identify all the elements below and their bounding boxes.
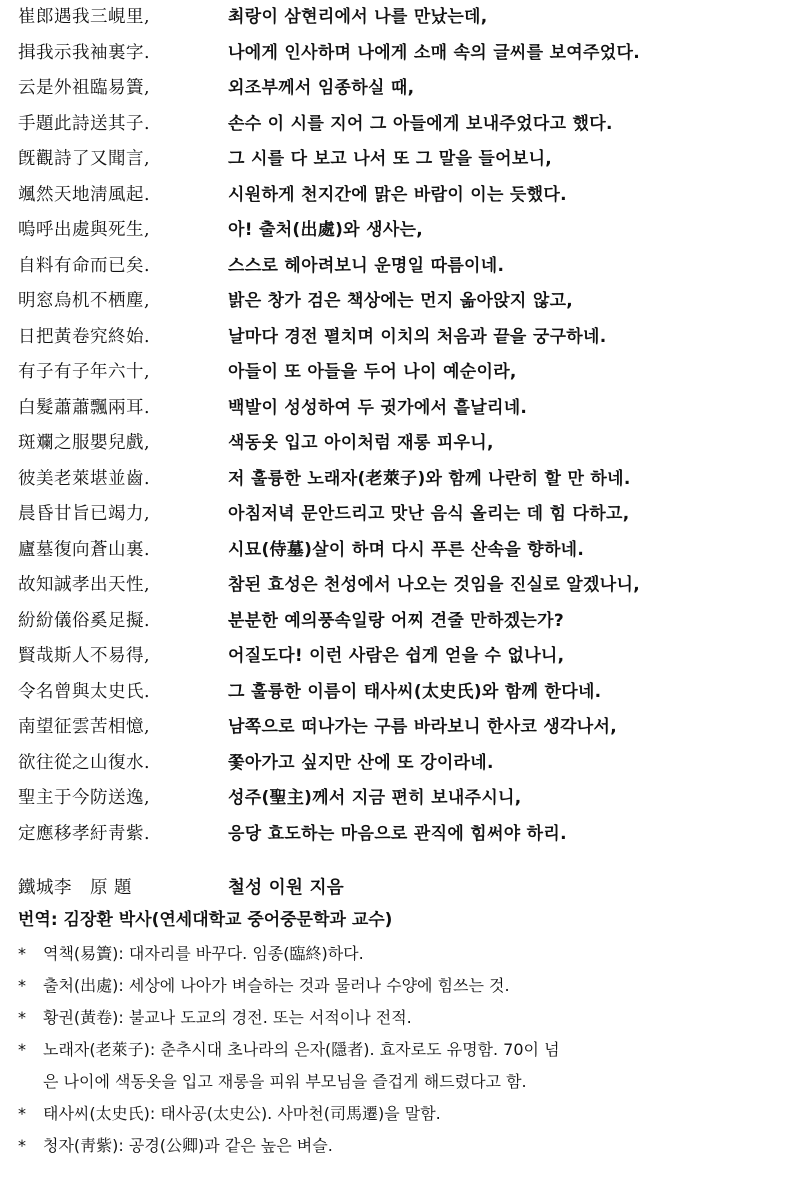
poem-line-hanja: 廬墓復向蒼山裏. [18, 539, 151, 560]
footnote-marker: * [18, 976, 26, 995]
footnote-marker: * [18, 944, 26, 963]
poem-line-hanja: 定應移孝紆靑紫. [18, 823, 151, 844]
poem-line-korean: 쫓아가고 싶지만 산에 또 강이라네. [228, 752, 494, 773]
poem-line [0, 322, 800, 353]
poem-line-korean: 스스로 헤아려보니 운명일 따름이네. [228, 255, 505, 276]
poem-line-korean: 아! 출처(出處)와 생사는, [228, 220, 424, 240]
poem-line [0, 606, 800, 637]
poem-line [0, 38, 800, 69]
poem-line-korean: 분분한 예의풍속일랑 어찌 견줄 만하겠는가? [228, 610, 565, 631]
poem-line-korean: 나에게 인사하며 나에게 소매 속의 글씨를 보여주었다. [228, 42, 640, 63]
footnote-text: 청자(靑紫): 공경(公卿)과 같은 높은 벼슬. [43, 1136, 333, 1155]
poem-line-korean: 백발이 성성하여 두 귓가에서 흩날리네. [228, 397, 528, 418]
poem-line-hanja: 欲往從之山復水. [18, 752, 151, 773]
poem-line [0, 499, 800, 530]
signature-korean: 철성 이원 지음 [228, 878, 345, 898]
footnote-item [0, 938, 757, 970]
poem-line [0, 641, 800, 672]
poem-line [0, 748, 800, 779]
poem-line-korean: 남쪽으로 떠나가는 구름 바라보니 한사코 생각나서, [228, 717, 618, 737]
footnote-item [0, 1130, 757, 1162]
translator-credit: 번역: 김장환 박사(연세대학교 중어중문학과 교수) [18, 910, 393, 930]
footnote-item [0, 1098, 757, 1130]
poem-line-hanja: 晨昏甘旨已竭力, [18, 504, 151, 524]
poem-line [0, 783, 800, 814]
poem-line-korean: 응당 효도하는 마음으로 관직에 힘써야 하리. [228, 823, 567, 844]
poem-line-korean: 날마다 경전 펼치며 이치의 처음과 끝을 궁구하네. [228, 326, 607, 347]
poem-line-korean: 시원하게 천지간에 맑은 바람이 이는 듯했다. [228, 184, 567, 205]
poem-line [0, 570, 800, 601]
poem-line [0, 677, 800, 708]
poem-line-hanja: 故知誠孝出天性, [18, 575, 151, 595]
poem-line-hanja: 手題此詩送其子. [18, 113, 151, 134]
poem-line-hanja: 揖我示我袖裏字. [18, 42, 151, 63]
poem-line-korean: 참된 효성은 천성에서 나오는 것임을 진실로 알겠나니, [228, 575, 640, 595]
poem-line-korean: 저 훌륭한 노래자(老萊子)와 함께 나란히 할 만 하네. [228, 468, 631, 489]
poem-line [0, 819, 800, 850]
poem-line-korean: 어질도다! 이런 사람은 쉽게 얻을 수 없나니, [228, 646, 565, 666]
footnote-text: 노래자(老萊子): 춘추시대 초나라의 은자(隱者). 효자로도 유명함. 70이 넘 [43, 1040, 560, 1059]
poem-line-korean: 아들이 또 아들을 두어 나이 예순이라, [228, 362, 517, 382]
footnote-marker: * [18, 1040, 26, 1059]
poem-line-korean: 그 훌륭한 이름이 태사씨(太史氏)와 함께 한다네. [228, 681, 602, 702]
poem-line-hanja: 有子有子年六十, [18, 362, 151, 382]
poem-line-hanja: 明窓烏机不栖塵, [18, 291, 151, 311]
poem-line-hanja: 旣觀詩了又聞言, [18, 149, 151, 169]
poem-line-hanja: 日把黃卷究終始. [18, 326, 151, 347]
poem-line [0, 144, 800, 175]
poem-line-korean: 시묘(侍墓)살이 하며 다시 푸른 산속을 향하네. [228, 539, 585, 560]
poem-line [0, 286, 800, 317]
poem-line [0, 712, 800, 743]
poem-line [0, 215, 800, 246]
poem-line-hanja: 聖主于今防送逸, [18, 788, 151, 808]
poem-line-korean: 아침저녁 문안드리고 맛난 음식 올리는 데 힘 다하고, [228, 504, 630, 524]
poem-line-hanja: 自料有命而已矣. [18, 255, 151, 276]
poem-line-hanja: 嗚呼出處與死生, [18, 220, 151, 240]
poem-line-hanja: 斑斕之服嬰兒戲, [18, 433, 151, 453]
poem-line [0, 428, 800, 459]
poem-line-korean: 그 시를 다 보고 나서 또 그 말을 들어보니, [228, 149, 553, 169]
poem-line-korean: 성주(聖主)께서 지금 편히 보내주시니, [228, 788, 522, 808]
signature-hanja: 鐵城李 原 題 [18, 878, 133, 898]
poem-line [0, 73, 800, 104]
poem-line-hanja: 白髮蕭蕭飄兩耳. [18, 397, 151, 418]
poem-line-korean: 외조부께서 임종하실 때, [228, 78, 415, 98]
poem-line-hanja: 紛紛儀俗奚足擬. [18, 610, 151, 631]
poem-line [0, 464, 800, 495]
poem-line-korean: 색동옷 입고 아이처럼 재롱 피우니, [228, 433, 494, 453]
footnote-item [0, 970, 757, 1002]
poem-line-korean: 최랑이 삼현리에서 나를 만났는데, [228, 7, 488, 27]
poem-line [0, 180, 800, 211]
poem-line [0, 357, 800, 388]
poem-line-hanja: 南望征雲苦相憶, [18, 717, 151, 737]
footnote-marker: * [18, 1008, 26, 1027]
footnote-text: 황권(黃卷): 불교나 도교의 경전. 또는 서적이나 전적. [43, 1008, 412, 1027]
footnote-marker: * [18, 1136, 26, 1155]
poem-line-korean: 손수 이 시를 지어 그 아들에게 보내주었다고 했다. [228, 113, 613, 134]
footnote-marker: * [18, 1104, 26, 1123]
poem-line-hanja: 云是外祖臨易簀, [18, 78, 151, 98]
footnote-item [0, 1034, 757, 1098]
poem-line [0, 393, 800, 424]
poem-line [0, 251, 800, 282]
poem-line [0, 535, 800, 566]
poem-line [0, 2, 800, 33]
signature-row [0, 872, 800, 904]
footnote-text: 태사씨(太史氏): 태사공(太史公). 사마천(司馬遷)을 말함. [43, 1104, 441, 1123]
footnote-text: 출처(出處): 세상에 나아가 벼슬하는 것과 물러나 수양에 힘쓰는 것. [43, 976, 510, 995]
poem-line-hanja: 崔郎遇我三峴里, [18, 7, 151, 27]
poem-line-hanja: 彼美老萊堪並齒. [18, 468, 151, 489]
footnote-text: 역책(易簀): 대자리를 바꾸다. 임종(臨終)하다. [43, 944, 364, 963]
footnote-text-continued: 은 나이에 색동옷을 입고 재롱을 피워 부모님을 즐겁게 해드렸다고 함. [43, 1072, 527, 1091]
footnotes [0, 938, 800, 1162]
poem-line-korean: 밝은 창가 검은 책상에는 먼지 옮아앉지 않고, [228, 291, 574, 311]
footnote-item [0, 1002, 757, 1034]
poem-line [0, 109, 800, 140]
poem-line-hanja: 賢哉斯人不易得, [18, 646, 151, 666]
poem-line-hanja: 令名曾與太史氏. [18, 681, 151, 702]
poem-line-hanja: 颯然天地淸風起. [18, 184, 151, 205]
